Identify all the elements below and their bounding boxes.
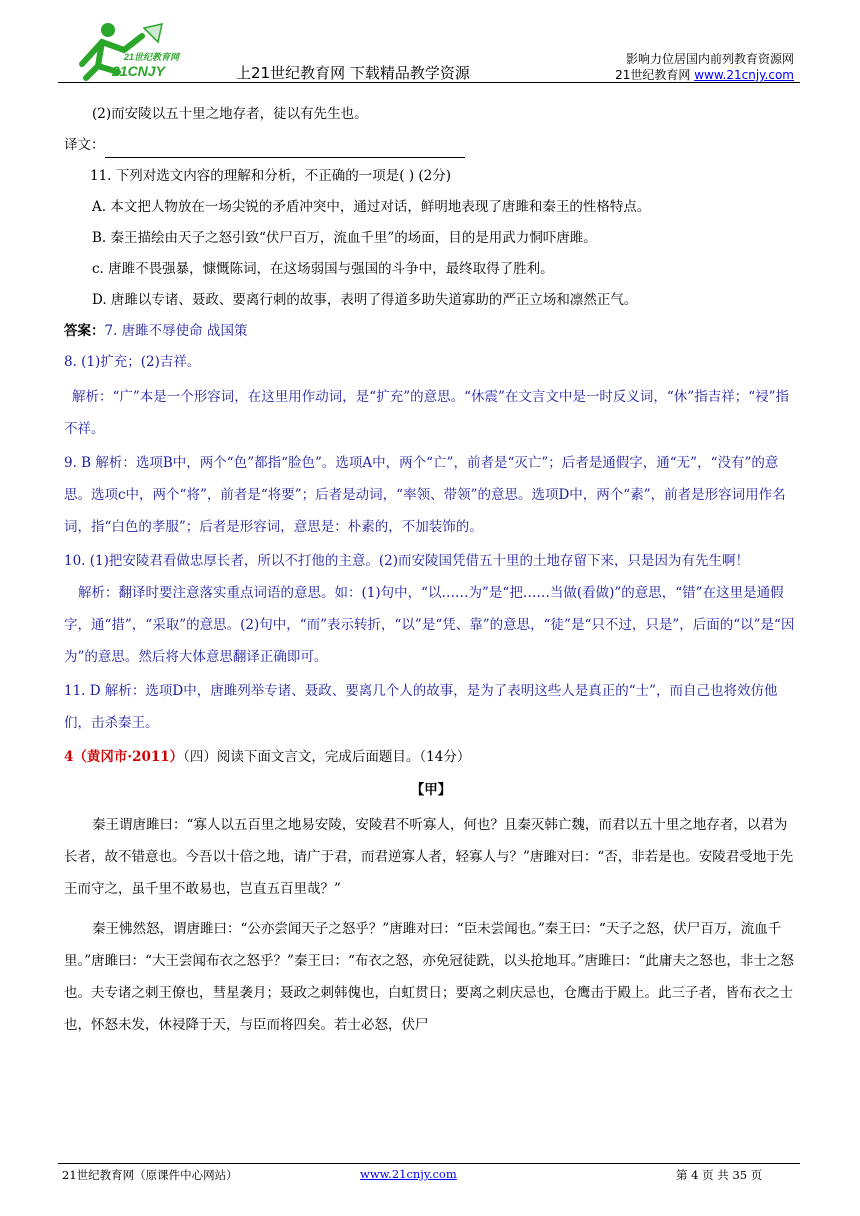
answer-8-analysis: 解析：“广”本是一个形容词，在这里用作动词，是“扩充”的意思。“休震”在文言文中是一时反义词，“休”指吉祥；“祲”指不祥。 (64, 389, 790, 437)
answer-11: 11. D 解析：选项D中，唐雎列举专诸、聂政、要离几个人的故事，是为了表明这些人是真正的“士”，而自己也将效仿他们，击杀秦王。 (64, 683, 778, 731)
site-slogan: 影响力位居国内前列教育资源网 (625, 52, 794, 66)
option-c: c. 唐雎不畏强暴，慷慨陈词，在这场弱国与强国的斗争中，最终取得了胜利。 (92, 261, 554, 277)
question-11: 11. 下列对选文内容的理解和分析，不正确的一项是( ) (2分) (90, 168, 451, 184)
answer-9: 9. B 解析：选项B中，两个“色”都指“脸色”。选项A中，两个“亡”，前者是“灭亡”；后者是通假字，通“无”，“没有”的意思。选项c中，两个“将”，前者是“将要”；后者是动词，“率领、带领”的意思。选项D中，两个“素”，前者是形容词用作名词，指“白色的孝服”；后者是形容词，意思是：朴素的，不加装饰的。 (64, 455, 786, 535)
svg-text:21世纪教育网: 21世纪教育网 (124, 52, 180, 62)
footer-rule (58, 1163, 800, 1164)
section-jia-title: 【甲】 (410, 782, 452, 798)
answer-7: 答案：7. 唐雎不辱使命 战国策 (64, 323, 248, 339)
answer-10: 10. (1)把安陵君看做忠厚长者，所以不打他的主意。(2)而安陵国凭借五十里的土地存留下来，只是因为有先生啊！ (64, 553, 750, 569)
footer-site-link[interactable]: www.21cnjy.com (360, 1167, 457, 1181)
page-header (58, 14, 798, 84)
question-4-heading: 4（黄冈市·2011）（四）阅读下面文言文，完成后面题目。（14分） (64, 749, 471, 765)
footer-site-name: 21世纪教育网（原课件中心网站） (62, 1168, 238, 1182)
option-b: B. 秦王描绘由天子之怒引致“伏尸百万，流血千里”的场面，目的是用武力恫吓唐雎。 (92, 230, 597, 246)
translation-line: 译文： (64, 133, 798, 158)
option-d: D. 唐雎以专诸、聂政、要离行刺的故事，表明了得道多助失道寡助的严正立场和凛然正气。 (92, 292, 638, 308)
header-site-link[interactable]: www.21cnjy.com (694, 68, 794, 82)
svg-text:21CNJY: 21CNJY (112, 63, 165, 79)
site-url-line: 21世纪教育网 www.21cnjy.com (615, 68, 794, 82)
answer-blank (105, 142, 465, 158)
option-a: A. 本文把人物放在一场尖锐的矛盾冲突中，通过对话，鲜明地表现了唐雎和秦王的性格特点。 (92, 199, 651, 215)
document-body (64, 102, 798, 1041)
passage-paragraph-2: 秦王怫然怒，谓唐雎曰：“公亦尝闻天子之怒乎？”唐雎对曰：“臣未尝闻也。”秦王曰：“天子之怒，伏尸百万，流血千里。”唐雎曰：“大王尝闻布衣之怒乎？”秦王曰：“布衣之怒，亦免冠徒跣，以头抢地耳。”唐雎曰：“此庸夫之怒也，非士之怒也。夫专诸之刺王僚也，彗星袭月；聂政之刺韩傀也，白虹贯日；要离之刺庆忌也，仓鹰击于殿上。此三子者，皆布衣之士也，怀怒未发，休祲降于天，与臣而将四矣。若士必怒，伏尸 (64, 921, 794, 1033)
answer-10-analysis: 解析：翻译时要注意落实重点词语的意思。如：(1)句中，“以……为”是“把……当做(看做)”的意思，“错”在这里是通假字，通“措”，“采取”的意思。(2)句中，“而”表示转折，“以”是“凭、靠”的意思，“徒”是“只不过，只是”，后面的“以”是“因为”的意思。然后将大体意思翻译正确即可。 (64, 585, 795, 665)
passage-paragraph-1: 秦王谓唐雎曰：“寡人以五百里之地易安陵，安陵君不听寡人，何也？且秦灭韩亡魏，而君以五十里之地存者，以君为长者，故不错意也。今吾以十倍之地，请广于君，而君逆寡人者，轻寡人与？”唐雎对曰：“否，非若是也。安陵君受地于先王而守之，虽千里不敢易也，岂直五百里哉？” (64, 817, 794, 897)
page-number: 第 4 页 共 35 页 (676, 1168, 763, 1182)
answer-8: 8. (1)扩充；(2)吉祥。 (64, 354, 201, 370)
site-brand: 上21世纪教育网 下载精品教学资源 (236, 64, 470, 82)
site-logo (62, 20, 182, 82)
q10-item2: (2)而安陵以五十里之地存者，徒以有先生也。 (92, 106, 368, 122)
footer-link-wrap (360, 1167, 457, 1181)
header-rule (58, 82, 800, 83)
